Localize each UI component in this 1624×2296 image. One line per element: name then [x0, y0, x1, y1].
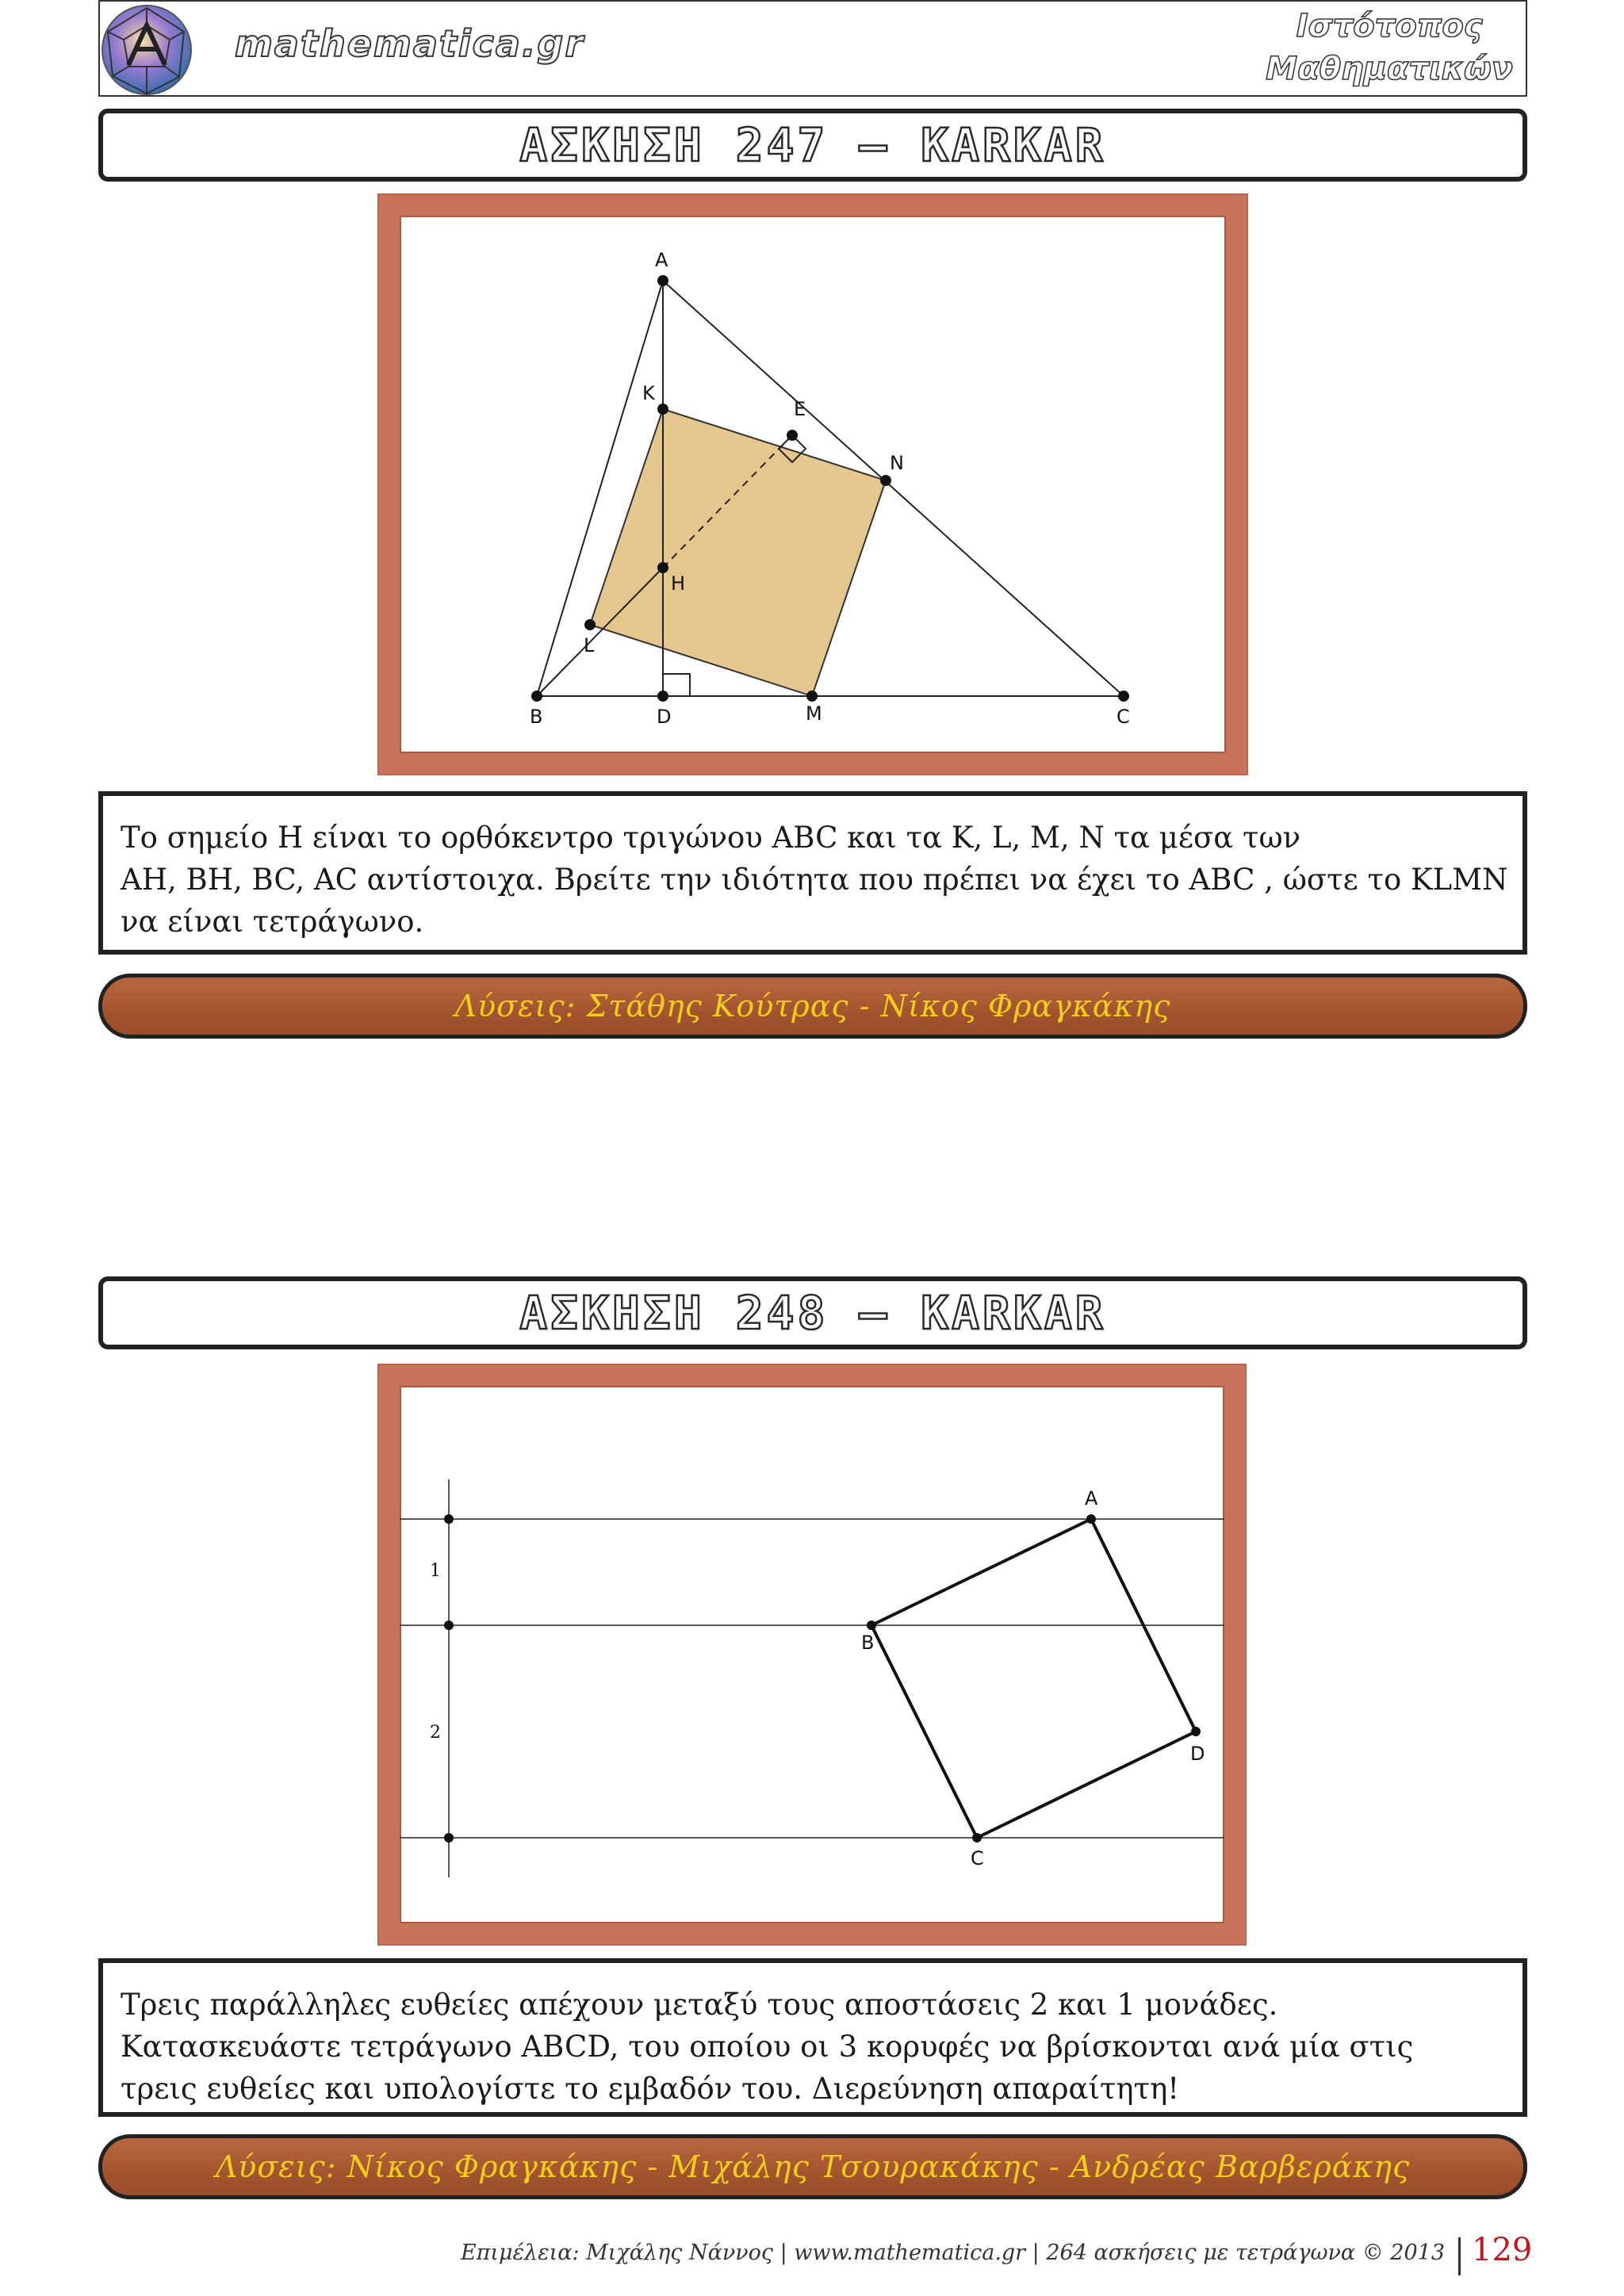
site-name: mathematica.gr: [235, 22, 585, 65]
point-c: [1118, 691, 1129, 702]
exercise-248-text-line3: τρεις ευθείες και υπολογίστε το εμβαδόν του. Διερεύνηση απαραίτητη!: [121, 2072, 1180, 2106]
point-h: [657, 562, 668, 573]
figure-247-svg: [400, 216, 1226, 753]
point-d2: [1191, 1727, 1201, 1736]
footer-divider: [1458, 2237, 1461, 2275]
distance-lower: 2: [430, 1723, 441, 1743]
point-c2: [972, 1833, 982, 1843]
site-subtitle: [1266, 5, 1513, 90]
logo-icon: [97, 2, 197, 98]
label-d2: D: [1190, 1743, 1205, 1765]
exercise-248-text-line1: Τρεις παράλληλες ευθείες απέχουν μεταξύ τους αποστάσεις 2 και 1 μονάδες.: [121, 1988, 1278, 2022]
measure-point-middle: [444, 1621, 454, 1630]
point-a2: [1086, 1514, 1096, 1524]
distance-upper: 1: [430, 1561, 441, 1581]
exercise-247-title-bar: [98, 109, 1527, 182]
exercise-248-solutions[interactable]: Λύσεις: Νίκος Φραγκάκης - Μιχάλης Τσουρακάκης - Ανδρέας Βαρβεράκης: [215, 2149, 1411, 2184]
label-d: D: [657, 706, 672, 728]
exercise-247-title: ΑΣΚΗΣΗ 247 – KARKAR: [519, 118, 1106, 172]
label-l: L: [584, 634, 595, 656]
measure-point-bottom: [444, 1833, 454, 1843]
point-m: [806, 691, 818, 702]
site-subtitle-line1: Ιστότοπος: [1296, 8, 1483, 44]
label-b2: B: [861, 1632, 875, 1654]
exercise-247-solutions[interactable]: Λύσεις: Στάθης Κούτρας - Νίκος Φραγκάκης: [454, 989, 1171, 1024]
exercise-248-text-line2: Κατασκευάστε τετράγωνο ABCD, του οποίου οι 3 κορυφές να βρίσκονται ανά μία στις: [121, 2030, 1414, 2064]
footer-credits: Επιμέλεια: Μιχάλης Νάννος | www.mathematica.gr | 264 ασκήσεις με τετράγωνα © 2013: [460, 2241, 1445, 2265]
exercise-248-solutions-bar[interactable]: [98, 2134, 1527, 2199]
label-b: B: [530, 706, 543, 728]
exercise-248-title: ΑΣΚΗΣΗ 248 – KARKAR: [519, 1286, 1106, 1340]
site-subtitle-line2: Μαθηματικών: [1266, 51, 1513, 87]
exercise-247-figure: [379, 195, 1247, 774]
label-a2: A: [1085, 1487, 1098, 1510]
point-b2: [867, 1621, 876, 1630]
page-number: 129: [1472, 2232, 1533, 2268]
square-klmn: [590, 409, 886, 696]
exercise-247-text-line1: Το σημείο H είναι το ορθόκεντρο τριγώνου ABC και τα K, L, M, N τα μέσα των: [121, 821, 1301, 855]
label-e: E: [794, 398, 806, 420]
square-abcd: [871, 1519, 1196, 1838]
point-e: [787, 430, 798, 441]
point-l: [584, 619, 596, 630]
label-h: H: [671, 572, 686, 595]
exercise-247-text-line3: να είναι τετράγωνο.: [121, 905, 424, 939]
label-n: N: [890, 452, 904, 474]
figure-248-svg: [400, 1386, 1224, 1923]
label-k: K: [642, 382, 655, 404]
exercise-248-text: [98, 1958, 1527, 2117]
label-c: C: [1116, 706, 1130, 728]
label-c2: C: [971, 1847, 984, 1869]
exercise-247-text-line2: AH, BH, BC, AC αντίστοιχα. Βρείτε την ιδιότητα που πρέπει να έχει το ABC , ώστε το KLMN: [121, 863, 1508, 897]
point-d: [657, 691, 668, 702]
label-m: M: [806, 702, 822, 725]
point-b: [531, 691, 542, 702]
exercise-247-solutions-bar[interactable]: [98, 974, 1527, 1039]
point-a: [657, 275, 668, 286]
measure-point-top: [444, 1514, 454, 1524]
exercise-248-figure: [379, 1365, 1245, 1944]
point-k: [657, 404, 668, 415]
exercise-247-text: [98, 791, 1527, 955]
point-n: [880, 475, 891, 486]
label-a: A: [655, 249, 668, 271]
exercise-248-title-bar: [98, 1276, 1527, 1349]
